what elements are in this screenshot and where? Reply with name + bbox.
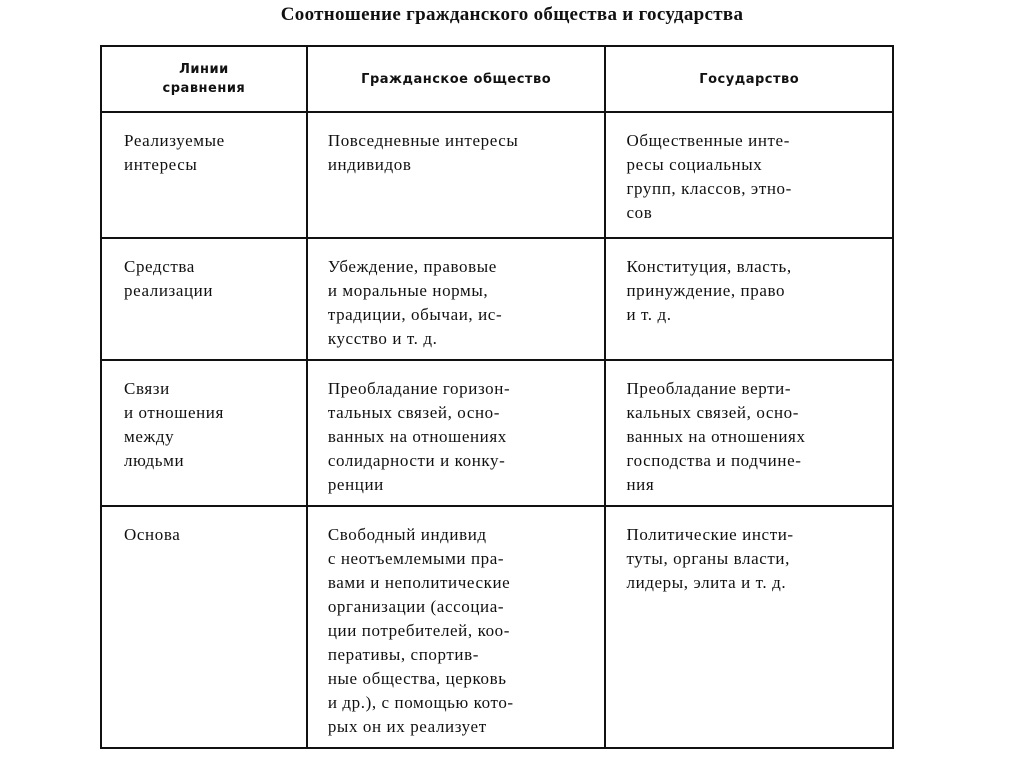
table-row <box>101 238 893 360</box>
header-comparison-lines: Линии сравнения <box>101 46 307 112</box>
header-civil-society: Гражданское общество <box>307 46 606 112</box>
row-label: Реализуемые интересы <box>101 112 307 238</box>
page-title: Соотношение гражданского общества и государства <box>280 4 744 25</box>
table-row <box>101 360 893 506</box>
table-row <box>101 112 893 238</box>
table-header-row <box>101 46 893 112</box>
row-label: Основа <box>101 506 307 748</box>
civil-cell: Повседневные интересы индивидов <box>307 112 606 238</box>
header-state: Государство <box>605 46 893 112</box>
state-cell: Политические инсти- туты, органы власти, лидеры, элита и т. д. <box>605 506 893 748</box>
civil-cell: Преобладание горизон- тальных связей, осно- ванных на отношениях солидарности и конку- ренции <box>307 360 606 506</box>
row-label: Связи и отношения между людьми <box>101 360 307 506</box>
civil-cell: Убеждение, правовые и моральные нормы, традиции, обычаи, ис- кусство и т. д. <box>307 238 606 360</box>
comparison-table <box>100 45 894 749</box>
table-row <box>101 506 893 748</box>
state-cell: Преобладание верти- кальных связей, осно- ванных на отношениях господства и подчине- ния <box>605 360 893 506</box>
state-cell: Конституция, власть, принуждение, право и т. д. <box>605 238 893 360</box>
state-cell: Общественные инте- ресы социальных групп, классов, этно- сов <box>605 112 893 238</box>
civil-cell: Свободный индивид с неотъемлемыми пра- вами и неполитические организации (ассоциа- ции потребителей, коо- перативы, спортив- ные общества, церковь и др.), с помощью кото- рых он их реализует <box>307 506 606 748</box>
row-label: Средства реализации <box>101 238 307 360</box>
